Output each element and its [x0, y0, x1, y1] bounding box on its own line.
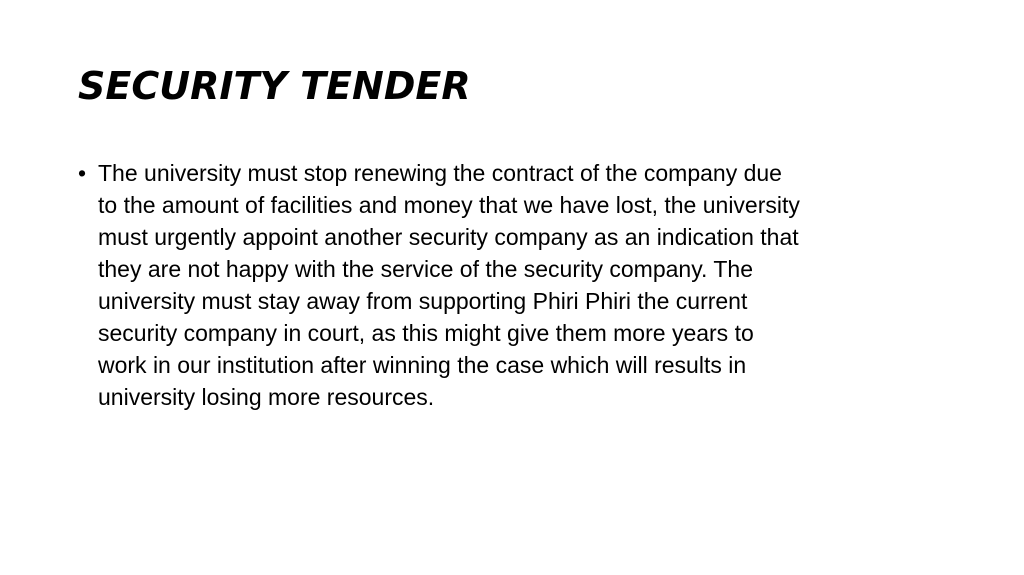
bullet-item	[78, 157, 958, 413]
bullet-text-line: to the amount of facilities and money that we have lost, the university	[98, 192, 800, 218]
bullet-text-line: The university must stop renewing the contract of the company due	[98, 160, 782, 186]
bullet-icon: •	[78, 160, 87, 186]
slide-title: SECURITY TENDER	[78, 64, 471, 108]
bullet-text-line: university losing more resources.	[98, 384, 435, 410]
bullet-text-line: must urgently appoint another security company as an indication that	[98, 224, 799, 250]
bullet-list	[78, 157, 958, 413]
bullet-text-line: security company in court, as this might give them more years to	[98, 320, 754, 346]
bullet-text-line: they are not happy with the service of the security company. The	[98, 256, 753, 282]
bullet-text-line: work in our institution after winning the case which will results in	[98, 352, 747, 378]
bullet-text-line: university must stay away from supporting Phiri Phiri the current	[98, 288, 748, 314]
